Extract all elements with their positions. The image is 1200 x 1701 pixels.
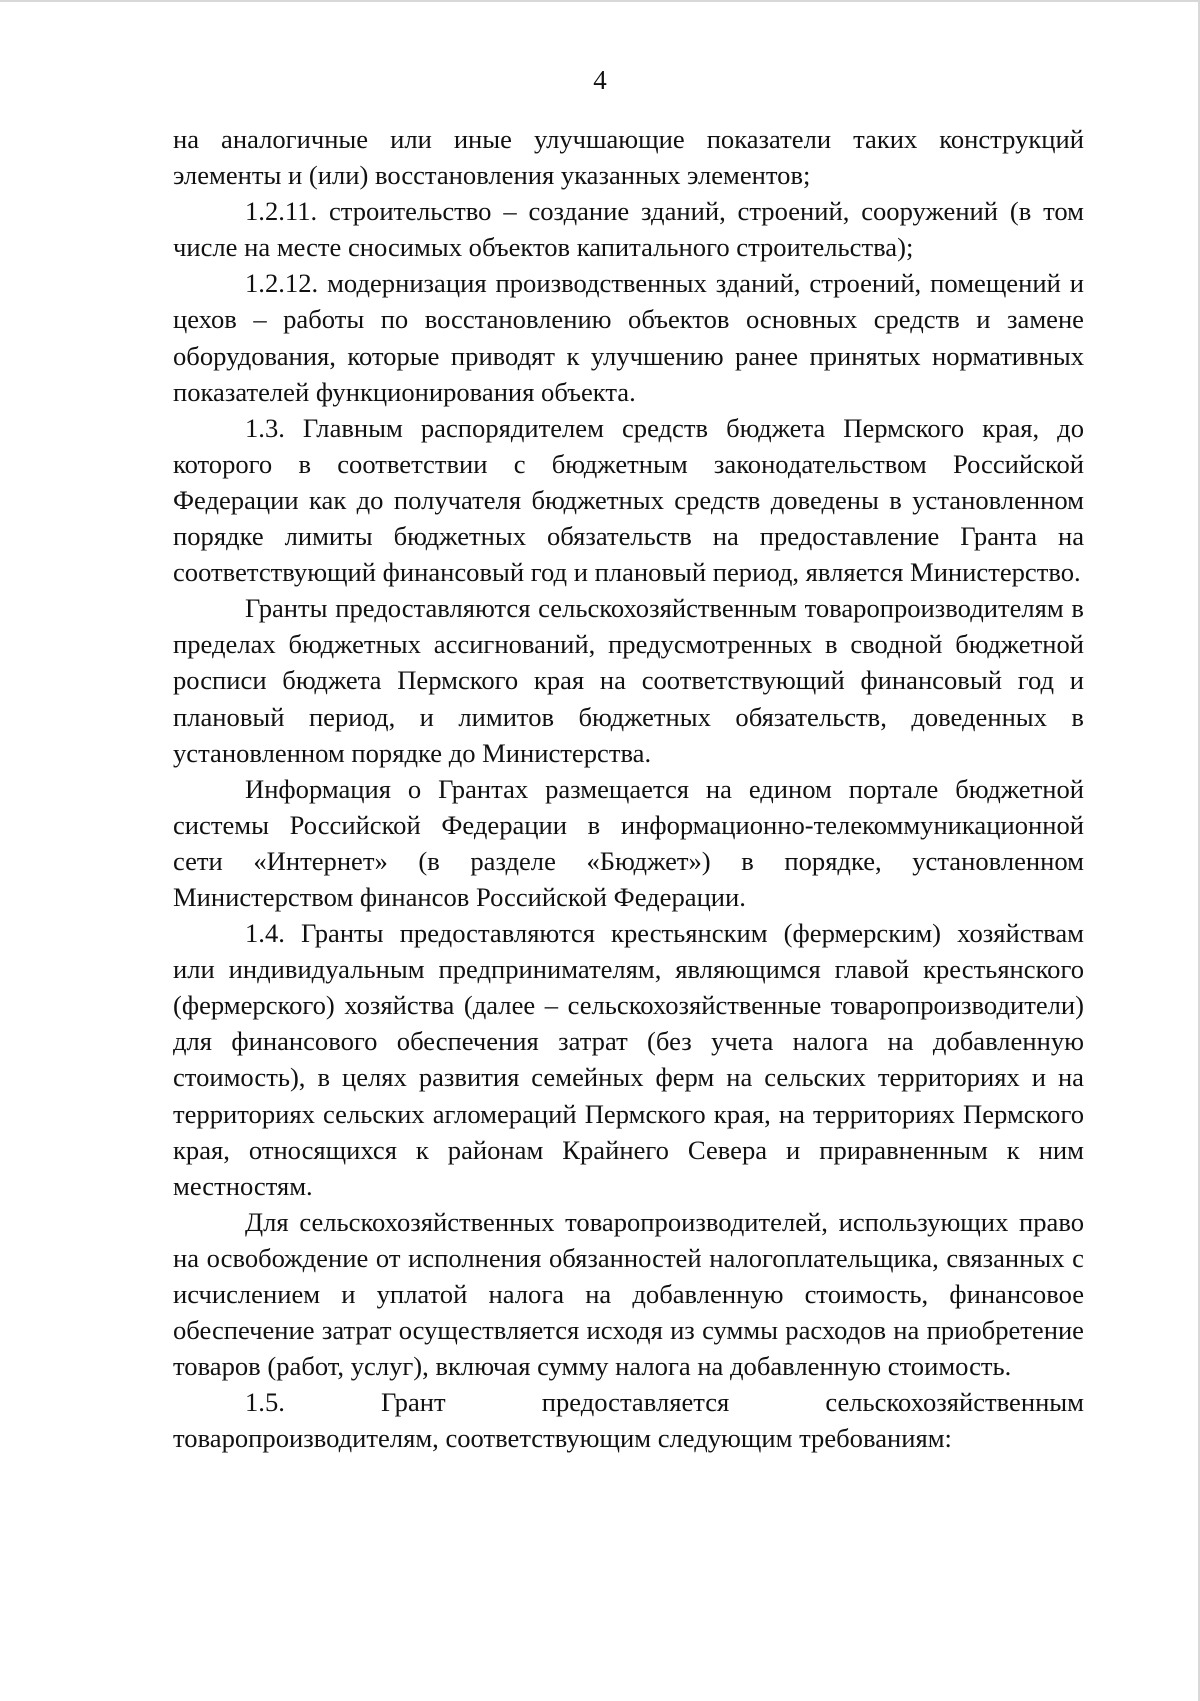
paragraph-1-2-12: 1.2.12. модернизация производственных зданий, строений, помещений и цехов – работы по восстановлению объектов основных средств и замене оборудования, которые приводят к улучшению ранее принятых нормативных показателей функционирования объекта. — [173, 268, 1084, 407]
document-body — [173, 121, 1084, 1456]
paragraph-1-3: 1.3. Главным распорядителем средств бюджета Пермского края, до которого в соответствии с бюджетным законодательством Российской Федерации как до получателя бюджетных средств доведены в установленном порядке лимиты бюджетных обязательств на предоставление Гранта на соответствующий финансовый год и плановый период, является Министерство. — [173, 412, 1084, 588]
paragraph-grants-budget: Гранты предоставляются сельскохозяйственным товаропроизводителям в пределах бюджетных ассигнований, предусмотренных в сводной бюджетной росписи бюджета Пермского края на соответствующий финансовый год и плановый период, и лимитов бюджетных обязательств, доведенных в установленном порядке до Министерства. — [173, 593, 1084, 768]
paragraph-1-5: 1.5. Грант предоставляется сельскохозяйственным товаропроизводителям, соответствующим следующим требованиям: — [173, 1387, 1084, 1454]
page-top-edge — [0, 0, 1200, 2]
paragraph-1-4: 1.4. Гранты предоставляются крестьянским (фермерским) хозяйствам или индивидуальным предпринимателям, являющимся главой крестьянского (фермерского) хозяйства (далее – сельскохозяйственные товаропроизводители) для финансового обеспечения затрат (без учета налога на добавленную стоимость), в целях развития семейных ферм на сельских территориях и на территориях сельских агломераций Пермского края, на территориях Пермского края, относящихся к районам Крайнего Севера и приравненным к ним местностям. — [173, 918, 1084, 1201]
page-number: 4 — [593, 65, 607, 95]
paragraph-1-2-11: 1.2.11. строительство – создание зданий, строений, сооружений (в том числе на месте сносимых объектов капитального строительства); — [173, 196, 1084, 263]
paragraph-continuation: на аналогичные или иные улучшающие показатели таких конструкций элементы и (или) восстановления указанных элементов; — [173, 124, 1084, 191]
paragraph-grants-info: Информация о Грантах размещается на едином портале бюджетной системы Российской Федерации в информационно-телекоммуникационной сети «Интернет» (в разделе «Бюджет») в порядке, установленном Министерством финансов Российской Федерации. — [173, 773, 1084, 912]
paragraph-vat-exemption: Для сельскохозяйственных товаропроизводителей, использующих право на освобождение от исполнения обязанностей налогоплательщика, связанных с исчислением и уплатой налога на добавленную стоимость, финансовое обеспечение затрат осуществляется исходя из суммы расходов на приобретение товаров (работ, услуг), включая сумму налога на добавленную стоимость. — [173, 1206, 1084, 1382]
